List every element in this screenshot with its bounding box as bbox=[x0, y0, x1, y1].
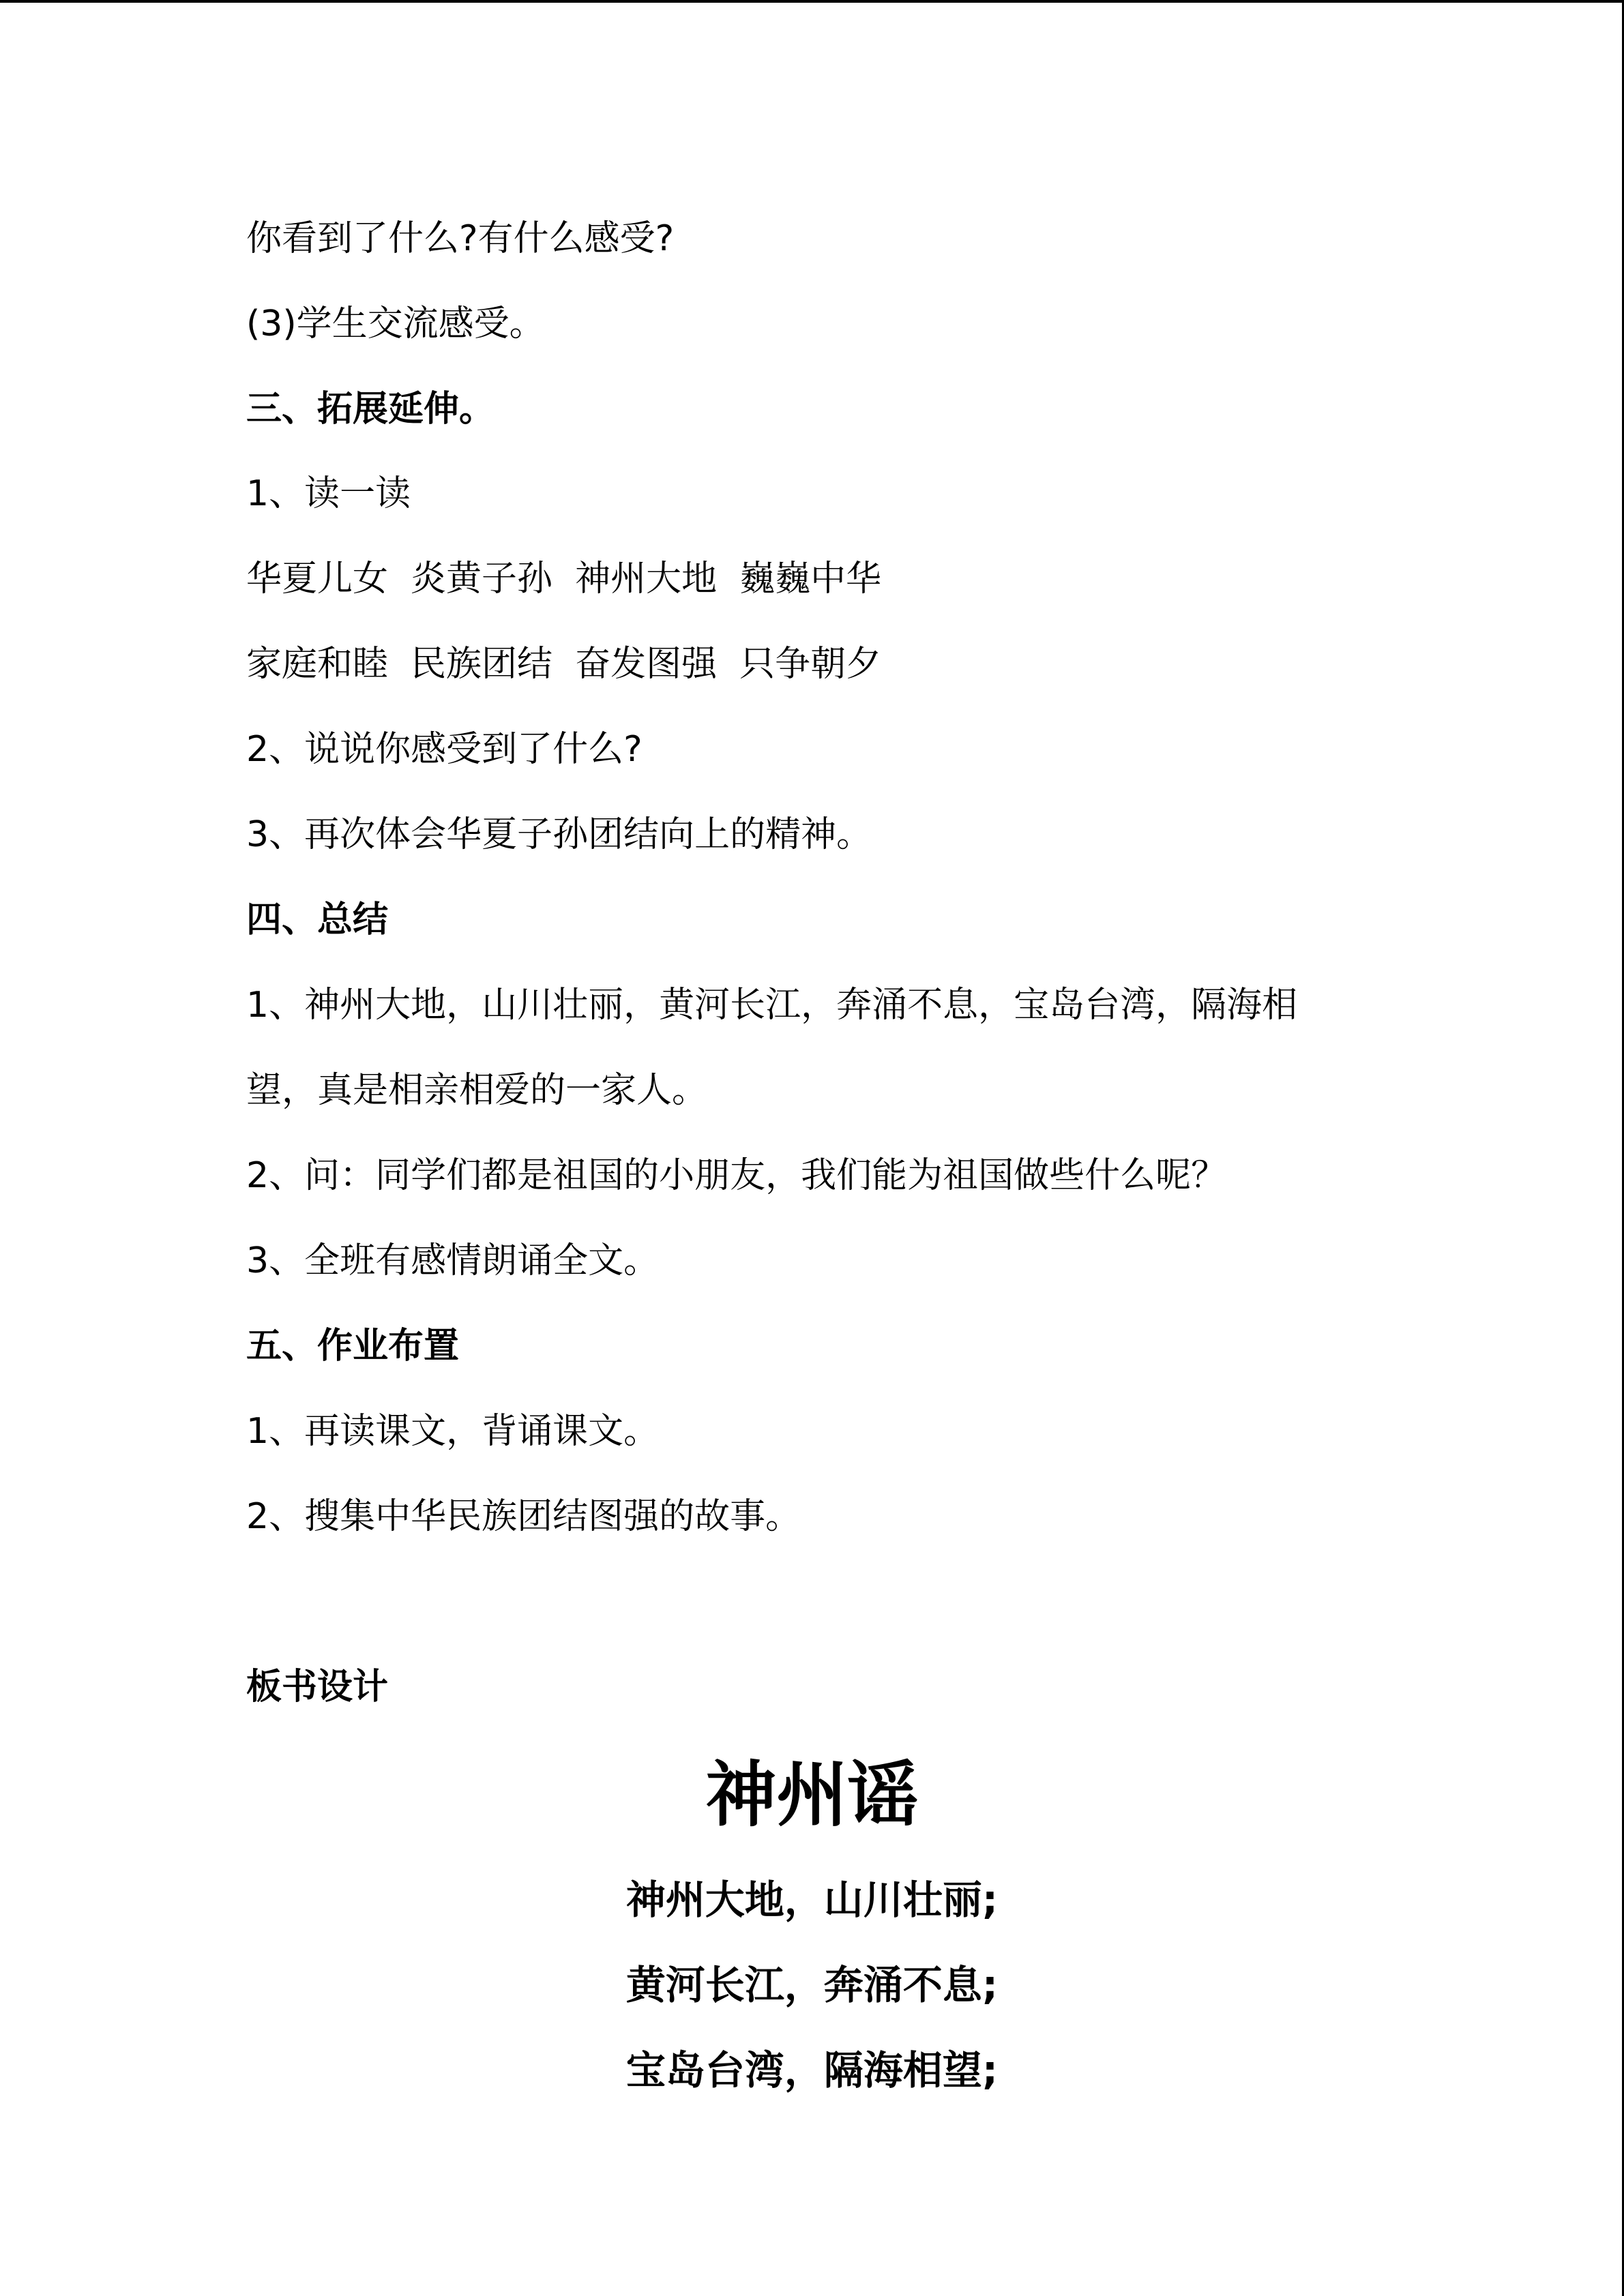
summary-item-2: 2、问：同学们都是祖国的小朋友，我们能为祖国做些什么呢？ bbox=[246, 1155, 1227, 1196]
homework-item-1: 1、再读课文，背诵课文。 bbox=[246, 1411, 660, 1452]
blackboard-design-label: 板书设计 bbox=[246, 1667, 389, 1708]
list-item-read: 1、读一读 bbox=[246, 473, 411, 514]
summary-item-1-line-2: 望，真是相亲相爱的一家人。 bbox=[246, 1070, 708, 1111]
blackboard-title: 神州谣 bbox=[705, 1753, 919, 1836]
blackboard-line-1: 神州大地，山川壮丽; bbox=[625, 1877, 999, 1923]
summary-item-1-line-1: 1、神州大地，山川壮丽，黄河长江，奔涌不息，宝岛台湾，隔海相 bbox=[246, 985, 1298, 1026]
homework-item-2: 2、搜集中华民族团结图强的故事。 bbox=[246, 1496, 801, 1537]
blackboard-line-3: 宝岛台湾，隔海相望; bbox=[625, 2047, 999, 2093]
section-heading-summary: 四、总结 bbox=[246, 899, 389, 940]
blackboard-line-2: 黄河长江，奔涌不息; bbox=[625, 1962, 999, 2008]
list-item-talk: 2、说说你感受到了什么? bbox=[246, 729, 643, 770]
phrase-line-1: 华夏儿女 炎黄子孙 神州大地 巍巍中华 bbox=[246, 558, 882, 599]
paragraph-question: 你看到了什么?有什么感受? bbox=[246, 218, 675, 259]
section-heading-extension: 三、拓展延伸。 bbox=[246, 389, 495, 430]
paragraph-student-exchange: (3)学生交流感受。 bbox=[246, 303, 545, 344]
phrase-line-2: 家庭和睦 民族团结 奋发图强 只争朝夕 bbox=[246, 644, 882, 685]
list-item-experience: 3、再次体会华夏子孙团结向上的精神。 bbox=[246, 814, 872, 855]
section-heading-homework: 五、作业布置 bbox=[246, 1326, 460, 1367]
summary-item-3: 3、全班有感情朗诵全文。 bbox=[246, 1240, 660, 1281]
